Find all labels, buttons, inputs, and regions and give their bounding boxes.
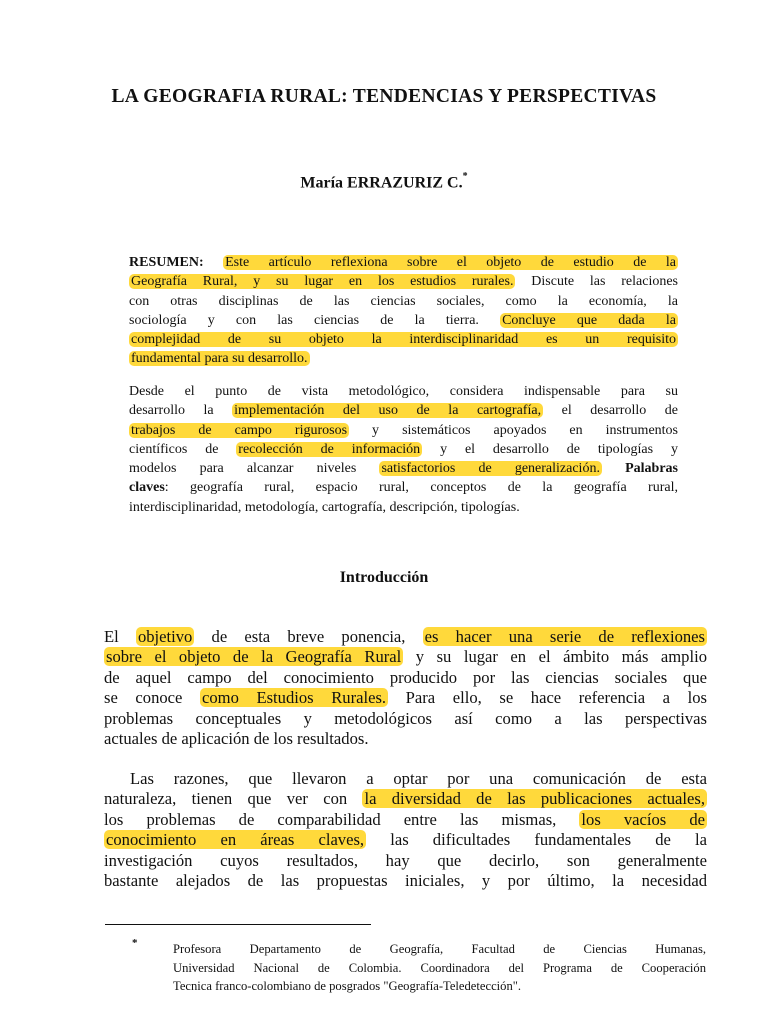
footnote: [173, 940, 706, 996]
highlight: complejidad de su objeto la interdisciplinaridad es un requisito: [131, 332, 676, 348]
highlight: sobre el objeto de la Geografía Rural: [106, 647, 402, 667]
author-line: [0, 173, 768, 192]
keywords-label: Palabras: [601, 461, 678, 477]
footnote-mark: *: [132, 937, 138, 949]
body-paragraph-1: [104, 627, 707, 749]
highlight: recolección de información: [238, 441, 421, 457]
highlight: satisfactorios de generalización.: [381, 461, 600, 477]
text-line: bastante alejados de las propuestas iniciales, y por último, la necesidad: [104, 871, 707, 891]
text-line: investigación cuyos resultados, hay que decirlo, son generalmente: [104, 850, 707, 870]
highlight: trabajos de campo rigurosos: [131, 422, 348, 438]
text-line: [129, 330, 678, 349]
text-line: [129, 440, 678, 459]
text-span: científicos de: [129, 441, 237, 457]
author-name: María ERRAZURIZ C.: [300, 174, 463, 192]
text-line: [104, 647, 707, 667]
highlight: Geografía Rural, y su lugar en los estudios rurales.: [131, 274, 514, 290]
highlight: objetivo: [137, 627, 193, 646]
text-span: modelos para alcanzar niveles: [129, 461, 380, 477]
footnote-line: Universidad Nacional de Colombia. Coordinadora del Programa de Cooperación: [173, 960, 706, 975]
text-line: [104, 688, 707, 708]
text-line: [104, 830, 707, 850]
text-line: problemas conceptuales y metodológicos así como a las perspectivas: [104, 708, 707, 728]
text-span: se conoce: [104, 688, 200, 708]
highlight: es hacer una serie de reflexiones: [424, 627, 705, 646]
text-line: interdisciplinaridad, metodología, cartografía, descripción, tipologías.: [129, 499, 520, 515]
keywords-label: claves: [129, 480, 165, 496]
text-span: y sistemáticos apoyados en instrumentos: [349, 422, 678, 438]
footnote-line: Profesora Departamento de Geografía, Facultad de Ciencias Humanas,: [173, 942, 706, 956]
text-line: de aquel campo del conocimiento producido por las ciencias sociales que: [104, 667, 707, 687]
text-line: [129, 421, 678, 440]
text-span: desarrollo la: [129, 403, 233, 419]
text-span: Para ello, se hace referencia a los: [388, 688, 707, 708]
highlight: los vacíos de: [581, 809, 705, 829]
text-line: [104, 627, 707, 647]
highlight: fundamental para su desarrollo.: [131, 351, 308, 367]
body-paragraph-2: [104, 769, 707, 891]
abstract-label: RESUMEN:: [129, 255, 204, 270]
text-span: y el desarrollo de tipologías y: [422, 441, 678, 457]
text-line: Las razones, que llevaron a optar por una comunicación de esta: [130, 769, 707, 788]
highlight: Este artículo reflexiona sobre el objeto de estudio de la: [225, 255, 676, 270]
highlight: la diversidad de las publicaciones actuales,: [364, 789, 705, 809]
text-line: [129, 349, 678, 368]
text-line: [129, 253, 678, 272]
abstract-paragraph-2: [129, 382, 678, 517]
highlight: Concluye que dada la: [502, 312, 676, 328]
text-span: sociología y con las ciencias de la tierra.: [129, 312, 501, 328]
text-line: [129, 401, 678, 420]
abstract-paragraph-1: [129, 253, 678, 369]
highlight: como Estudios Rurales.: [202, 688, 387, 708]
text-line: [104, 810, 707, 830]
author-footnote-mark: *: [462, 171, 468, 182]
text-line: actuales de aplicación de los resultados.: [104, 729, 369, 749]
text-span: los problemas de comparabilidad entre las mismas,: [104, 809, 580, 829]
text-line: [129, 311, 678, 330]
text-span: de esta breve ponencia,: [194, 627, 423, 646]
footnote-divider: [105, 924, 371, 925]
text-span: el desarrollo de: [543, 403, 679, 419]
text-line: [129, 459, 678, 478]
text-line: con otras disciplinas de las ciencias sociales, como la economía, la: [129, 293, 678, 309]
paper-title: LA GEOGRAFIA RURAL: TENDENCIAS Y PERSPECTIVAS: [111, 86, 657, 107]
text-line: Desde el punto de vista metodológico, considera indispensable para su: [129, 384, 678, 399]
text-span: naturaleza, tienen que ver con: [104, 789, 363, 809]
highlight: implementación del uso de la cartografía,: [234, 403, 542, 419]
text-line: [129, 272, 678, 291]
highlight: conocimiento en áreas claves,: [106, 830, 365, 850]
section-heading: Introducción: [339, 569, 429, 586]
footnote-line: Tecnica franco-colombiano de posgrados "Geografía-Teledetección".: [173, 979, 522, 993]
text-span: Discute las relaciones: [515, 274, 678, 290]
text-span: y su lugar en el ámbito más amplio: [403, 647, 707, 667]
text-span: El: [104, 627, 136, 646]
text-line: [129, 478, 678, 497]
text-span: las dificultades fundamentales de la: [366, 830, 707, 850]
text-line: [104, 789, 707, 809]
keywords-list: : geografía rural, espacio rural, conceptos de la geografía rural,: [164, 480, 678, 496]
